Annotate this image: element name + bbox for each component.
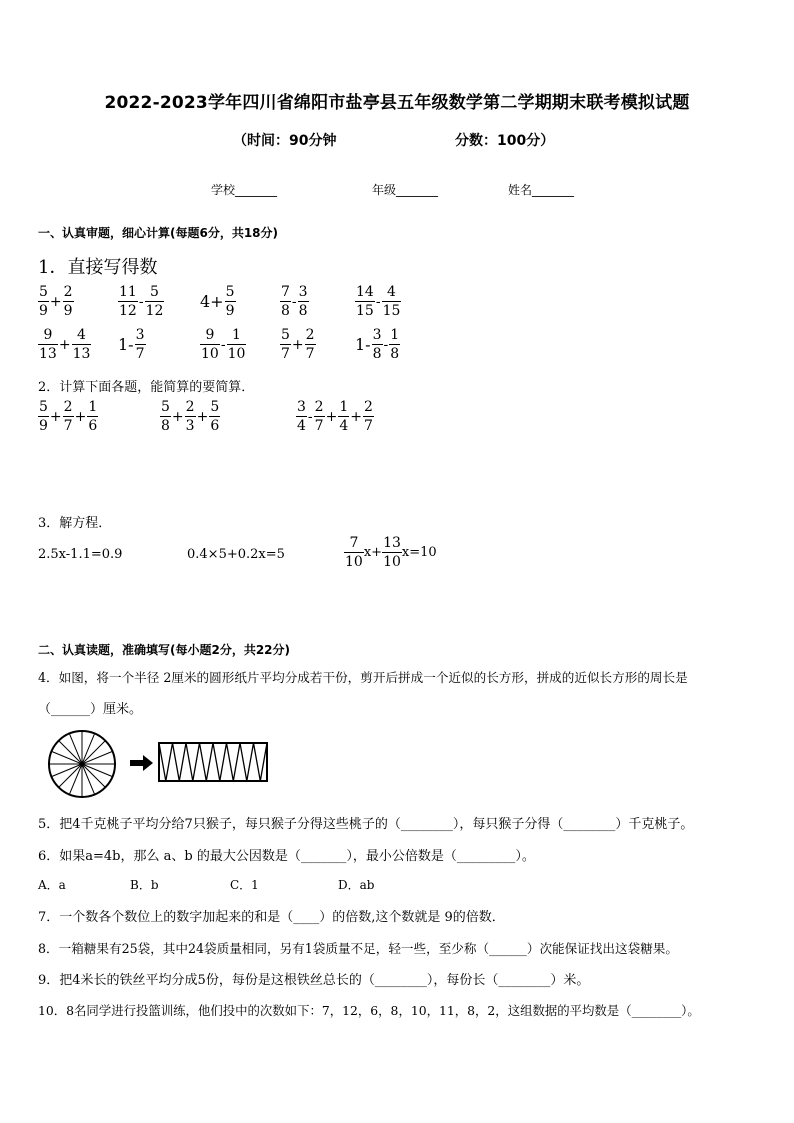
expression: 1- $\frac{3}{7}$ <box>118 327 145 362</box>
question-9: 9．把4米长的铁丝平均分成5份，每份是这根铁丝总长的（________），每份长（________）米。 <box>38 973 590 988</box>
fraction: $\frac{1}{8}$ <box>390 327 400 362</box>
equation-2: 0.4×5+0.2x=5 <box>187 547 285 562</box>
fraction: $\frac{3}{8}$ <box>372 327 382 362</box>
expression: $\frac{5}{9}$ + $\frac{2}{9}$ <box>39 284 73 319</box>
fraction: $\frac{5}{7}$ <box>281 327 290 362</box>
fraction: $\frac{4}{13}$ <box>72 327 91 362</box>
fraction: $\frac{5}{9}$ <box>225 284 235 319</box>
fraction: $\frac{7}{10}$ <box>345 535 363 570</box>
fraction: $\frac{2}{7}$ <box>363 399 373 434</box>
fraction: $\frac{1}{10}$ <box>227 327 246 362</box>
question-3-label: 3．解方程． <box>38 516 112 531</box>
question-5: 5．把4千克桃子平均分给7只猴子，每只猴子分得这些桃子的（________），每只猴子分得（________）千克桃子。 <box>38 817 694 832</box>
fraction: $\frac{7}{8}$ <box>281 284 290 319</box>
fraction: $\frac{5}{8}$ <box>161 399 170 434</box>
expression: $\frac{14}{15}$ - $\frac{4}{15}$ <box>356 284 401 319</box>
fraction: $\frac{13}{10}$ <box>383 535 401 570</box>
fraction: $\frac{2}{9}$ <box>63 284 73 319</box>
expression: 4+ $\frac{5}{9}$ <box>200 284 235 319</box>
fraction: $\frac{3}{4}$ <box>297 399 306 434</box>
fraction: $\frac{2}{3}$ <box>185 399 195 434</box>
fraction: $\frac{5}{9}$ <box>39 399 48 434</box>
exam-time: （时间：90分钟 <box>233 133 337 149</box>
option-d: D．ab <box>338 878 375 892</box>
question-4-line-1: 4．如图，将一个半径 2厘米的圆形纸片平均分成若干份，剪开后拼成一个近似的长方形，拼成的近似长方形的周长是 <box>38 670 688 685</box>
fraction: $\frac{1}{4}$ <box>339 399 349 434</box>
question-8: 8．一箱糖果有25袋，其中24袋质量相同，另有1袋质量不足，轻一些，至少称（______）次能保证找出这袋糖果。 <box>38 941 678 956</box>
arrow-right-icon <box>130 755 153 771</box>
divided-circle-icon <box>49 731 115 797</box>
option-b: B．b <box>130 878 159 892</box>
expression: $\frac{11}{12}$ - $\frac{5}{12}$ <box>119 284 164 319</box>
fraction: $\frac{2}{7}$ <box>314 399 324 434</box>
exam-score: 分数：100分） <box>455 133 555 149</box>
fraction: $\frac{14}{15}$ <box>356 284 374 319</box>
expression: $\frac{9}{10}$ - $\frac{1}{10}$ <box>201 327 246 362</box>
expression: $\frac{5}{7}$ + $\frac{2}{7}$ <box>281 327 315 362</box>
fraction: $\frac{2}{7}$ <box>63 399 73 434</box>
circle-to-rectangle-figure <box>46 728 276 798</box>
option-c: C．1 <box>230 878 259 892</box>
name-field: 姓名_______ <box>508 183 575 197</box>
section-1-heading: 一、认真审题，细心计算(每题6分，共18分) <box>38 226 279 240</box>
expression: $\frac{5}{8}$ + $\frac{2}{3}$ + $\frac{5}{6}$ <box>161 399 220 434</box>
fraction: $\frac{3}{8}$ <box>298 284 308 319</box>
fraction: $\frac{4}{15}$ <box>382 284 401 319</box>
fraction: $\frac{5}{9}$ <box>39 284 48 319</box>
question-4-line-2: （______）厘米。 <box>38 702 143 717</box>
fraction: $\frac{2}{7}$ <box>305 327 315 362</box>
section-2-heading: 二、认真读题，准确填写(每小题2分，共22分) <box>38 643 291 657</box>
question-2-label: 2．计算下面各题，能简算的要简算． <box>38 380 255 395</box>
fraction: $\frac{11}{12}$ <box>119 284 137 319</box>
approx-rectangle-icon <box>159 743 267 781</box>
fraction: $\frac{3}{7}$ <box>135 327 145 362</box>
equation-3: $\frac{7}{10}$ x+ $\frac{13}{10}$ x=10 <box>345 535 437 570</box>
page-title: 2022-2023学年四川省绵阳市盐亭县五年级数学第二学期期末联考模拟试题 <box>104 93 690 113</box>
expression: $\frac{9}{13}$ + $\frac{4}{13}$ <box>39 327 91 362</box>
school-field: 学校_______ <box>211 183 278 197</box>
fraction: $\frac{5}{6}$ <box>210 399 220 434</box>
question-7: 7．一个数各个数位上的数字加起来的和是（____）的倍数,这个数就是 9的倍数． <box>38 910 505 925</box>
fraction: $\frac{1}{6}$ <box>88 399 98 434</box>
expression: $\frac{5}{9}$ + $\frac{2}{7}$ + $\frac{1}{6}$ <box>39 399 98 434</box>
expression: $\frac{3}{4}$ - $\frac{2}{7}$ + $\frac{1}{4}$ + $\frac{2}{7}$ <box>297 399 373 434</box>
option-a: A．a <box>38 878 66 892</box>
fraction: $\frac{5}{12}$ <box>145 284 164 319</box>
question-10: 10．8名同学进行投篮训练，他们投中的次数如下：7，12，6，8，10，11，8，2，这组数据的平均数是（________）。 <box>38 1003 700 1018</box>
question-6: 6．如果a=4b，那么 a、b 的最大公因数是（_______），最小公倍数是（_________）。 <box>38 849 535 864</box>
grade-field: 年级_______ <box>372 183 439 197</box>
fraction: $\frac{9}{10}$ <box>201 327 219 362</box>
fraction: $\frac{9}{13}$ <box>39 327 57 362</box>
question-1-label: 1．直接写得数 <box>38 257 158 278</box>
expression: $\frac{7}{8}$ - $\frac{3}{8}$ <box>281 284 308 319</box>
equation-1: 2.5x-1.1=0.9 <box>38 547 123 562</box>
expression: 1- $\frac{3}{8}$ - $\frac{1}{8}$ <box>355 327 400 362</box>
